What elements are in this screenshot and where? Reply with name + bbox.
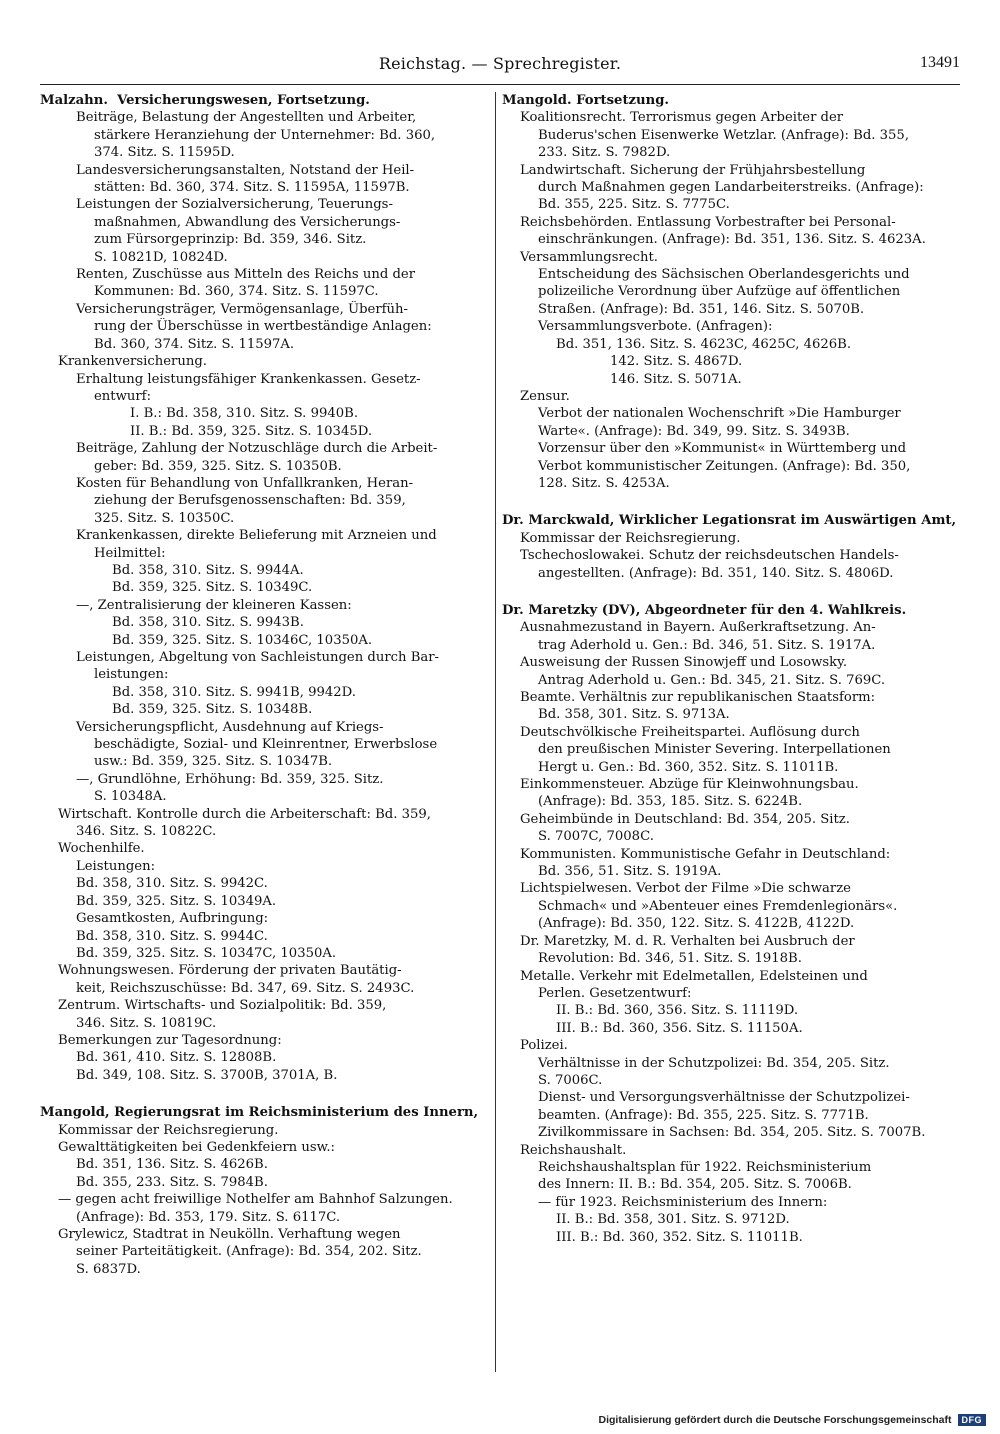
entry-line: Leistungen der Sozialversicherung, Teuerungs-: [76, 197, 393, 213]
entry-line: Beiträge, Zahlung der Notzuschläge durch die Arbeit-: [76, 441, 438, 457]
entry-line: 146. Sitz. S. 5071A.: [610, 371, 742, 387]
entry-line: Bd. 355, 233. Sitz. S. 7984B.: [76, 1174, 268, 1190]
entry-line: Bd. 349, 108. Sitz. S. 3700B, 3701A, B.: [76, 1067, 338, 1083]
entry-line: Wirtschaft. Kontrolle durch die Arbeiterschaft: Bd. 359,: [58, 806, 431, 822]
entry-line: Buderus'schen Eisenwerke Wetzlar. (Anfrage): Bd. 355,: [538, 127, 910, 143]
entry-line: Polizei.: [520, 1038, 568, 1054]
entry-line: Bd. 359, 325. Sitz. S. 10347C, 10350A.: [76, 945, 337, 961]
entry-line: Bd. 358, 310. Sitz. S. 9943B.: [112, 615, 304, 631]
entry-line: 128. Sitz. S. 4253A.: [538, 475, 670, 491]
entry-heading: Malzahn. Versicherungswesen, Fortsetzung.: [40, 93, 370, 108]
entry-line: durch Maßnahmen gegen Landarbeiterstreiks. (Anfrage):: [538, 180, 924, 196]
entry-line: Perlen. Gesetzentwurf:: [538, 985, 692, 1001]
entry-line: Verbot der nationalen Wochenschrift »Die Hamburger: [538, 406, 901, 422]
entry-line: II. B.: Bd. 358, 301. Sitz. S. 9712D.: [556, 1212, 790, 1228]
entry-line: Bd. 358, 310. Sitz. S. 9944C.: [76, 928, 268, 944]
entry-line: Reichsbehörden. Entlassung Vorbestrafter bei Personal-: [520, 214, 896, 230]
footer-text: Digitalisierung gefördert durch die Deutsche Forschungsgemeinschaft: [598, 1414, 952, 1426]
entry-line: Renten, Zuschüsse aus Mitteln des Reichs und der: [76, 267, 416, 283]
entry-line: Kommissar der Reichsregierung.: [58, 1122, 279, 1138]
entry-line: Tschechoslowakei. Schutz der reichsdeutschen Handels-: [520, 548, 899, 564]
entry-line: beamten. (Anfrage): Bd. 355, 225. Sitz. S. 7771B.: [538, 1107, 869, 1123]
entry-line: (Anfrage): Bd. 353, 185. Sitz. S. 6224B.: [538, 794, 803, 810]
entry-line: 142. Sitz. S. 4867D.: [610, 354, 743, 370]
entry-line: Bd. 359, 325. Sitz. S. 10349C.: [112, 580, 313, 596]
entry-line: Erhaltung leistungsfähiger Krankenkassen. Gesetz-: [76, 371, 421, 387]
entry-line: Straßen. (Anfrage): Bd. 351, 146. Sitz. S. 5070B.: [538, 301, 865, 317]
entry-line: Bd. 358, 301. Sitz. S. 9713A.: [538, 707, 730, 723]
entry-heading: Mangold. Fortsetzung.: [502, 93, 670, 108]
footer-credit: [599, 1414, 986, 1426]
entry-line: entwurf:: [94, 388, 152, 404]
entry-line: Einkommensteuer. Abzüge für Kleinwohnungsbau.: [520, 777, 859, 793]
entry-line: Bd. 361, 410. Sitz. S. 12808B.: [76, 1050, 277, 1066]
entry-line: Zensur.: [520, 388, 570, 404]
page-number: 13491: [920, 54, 960, 71]
entry-line: Leistungen, Abgeltung von Sachleistungen durch Bar-: [76, 650, 440, 665]
register-entry: [502, 92, 960, 492]
entry-line: Beamte. Verhältnis zur republikanischen Staatsform:: [520, 690, 876, 705]
entry-line: Hergt u. Gen.: Bd. 360, 352. Sitz. S. 11011B.: [538, 759, 839, 775]
entry-line: den preußischen Minister Severing. Interpellationen: [538, 742, 891, 758]
entry-line: maßnahmen, Abwandlung des Versicherungs-: [94, 214, 401, 230]
entry-line: Landesversicherungsanstalten, Notstand der Heil-: [76, 162, 415, 178]
entry-line: —, Zentralisierung der kleineren Kassen:: [76, 597, 352, 613]
entry-line: Leistungen:: [76, 858, 156, 874]
entry-line: seiner Parteitätigkeit. (Anfrage): Bd. 354, 202. Sitz.: [76, 1244, 422, 1260]
entry-line: Versammlungsverbote. (Anfragen):: [538, 319, 773, 335]
entry-line: Entscheidung des Sächsischen Oberlandesgerichts und: [538, 267, 910, 283]
entry-line: Bd. 358, 310. Sitz. S. 9942C.: [76, 876, 268, 892]
entry-line: Reichshaushalt.: [520, 1142, 627, 1158]
entry-line: 346. Sitz. S. 10819C.: [76, 1015, 217, 1031]
entry-line: — gegen acht freiwillige Nothelfer am Bahnhof Salzungen.: [58, 1192, 453, 1208]
entry-line: 233. Sitz. S. 7982D.: [538, 145, 671, 161]
entry-line: Koalitionsrecht. Terrorismus gegen Arbeiter der: [520, 110, 844, 126]
entry-line: Dienst- und Versorgungsverhältnisse der Schutzpolizei-: [538, 1090, 910, 1106]
entry-line: Deutschvölkische Freiheitspartei. Auflösung durch: [520, 724, 860, 740]
entry-line: S. 10821D, 10824D.: [94, 249, 228, 265]
entry-line: Revolution: Bd. 346, 51. Sitz. S. 1918B.: [538, 951, 802, 967]
entry-line: II. B.: Bd. 359, 325. Sitz. S. 10345D.: [130, 423, 373, 439]
entry-line: Heilmittel:: [94, 545, 166, 561]
entry-line: Warte«. (Anfrage): Bd. 349, 99. Sitz. S. 3493B.: [538, 423, 850, 439]
entry-line: Wochenhilfe.: [58, 841, 145, 857]
entry-line: Kommunisten. Kommunistische Gefahr in Deutschland:: [520, 846, 891, 862]
entry-line: zum Fürsorgeprinzip: Bd. 359, 346. Sitz.: [94, 232, 367, 248]
entry-line: S. 7007C, 7008C.: [538, 829, 654, 845]
entry-line: III. B.: Bd. 360, 352. Sitz. S. 11011B.: [556, 1229, 803, 1245]
entry-line: — für 1923. Reichsministerium des Innern:: [538, 1194, 828, 1210]
entry-line: II. B.: Bd. 360, 356. Sitz. S. 11119D.: [556, 1003, 799, 1019]
entry-line: Ausnahmezustand in Bayern. Außerkraftsetzung. An-: [520, 620, 876, 636]
dfg-logo: DFG: [958, 1414, 987, 1426]
entry-line: rung der Überschüsse in wertbeständige Anlagen:: [94, 319, 432, 335]
entry-line: polizeiliche Verordnung über Aufzüge auf öffentlichen: [538, 284, 901, 300]
entry-line: Versicherungspflicht, Ausdehnung auf Kriegs-: [76, 719, 384, 735]
entry-line: angestellten. (Anfrage): Bd. 351, 140. Sitz. S. 4806D.: [538, 565, 894, 581]
entry-line: (Anfrage): Bd. 353, 179. Sitz. S. 6117C.: [76, 1209, 341, 1225]
left-column: [40, 92, 488, 1372]
entry-line: Bd. 360, 374. Sitz. S. 11597A.: [94, 336, 295, 352]
entry-heading: Dr. Marckwald, Wirklicher Legationsrat im Auswärtigen Amt,: [502, 513, 957, 529]
entry-line: ziehung der Berufsgenossenschaften: Bd. 359,: [94, 493, 406, 509]
entry-line: einschränkungen. (Anfrage): Bd. 351, 136. Sitz. S. 4623A.: [538, 232, 926, 248]
entry-line: Versicherungsträger, Vermögensanlage, Überfüh-: [76, 301, 408, 317]
entry-line: Ausweisung der Russen Sinowjeff und Losowsky.: [520, 655, 848, 671]
entry-line: Vorzensur über den »Kommunist« in Württemberg und: [538, 441, 907, 457]
entry-line: 374. Sitz. S. 11595D.: [94, 145, 235, 161]
entry-line: leistungen:: [94, 667, 169, 683]
entry-line: Wohnungswesen. Förderung der privaten Bautätig-: [58, 963, 402, 979]
running-title: Reichstag. — Sprechregister.: [378, 54, 622, 73]
register-columns: [40, 92, 960, 1372]
entry-line: Landwirtschaft. Sicherung der Frühjahrsbestellung: [520, 162, 866, 178]
entry-line: 346. Sitz. S. 10822C.: [76, 824, 217, 840]
entry-line: (Anfrage): Bd. 350, 122. Sitz. S. 4122B, 4122D.: [538, 916, 855, 932]
entry-line: S. 7006C.: [538, 1072, 603, 1088]
entry-heading: Mangold, Regierungsrat im Reichsministerium des Innern,: [40, 1105, 479, 1121]
entry-line: Bemerkungen zur Tagesordnung:: [58, 1032, 282, 1048]
entry-line: Bd. 359, 325. Sitz. S. 10346C, 10350A.: [112, 632, 373, 648]
entry-line: S. 10348A.: [94, 789, 167, 805]
entry-line: Verhältnisse in der Schutzpolizei: Bd. 354, 205. Sitz.: [538, 1055, 890, 1071]
entry-line: Zentrum. Wirtschafts- und Sozialpolitik: Bd. 359,: [58, 998, 387, 1014]
entry-line: Kosten für Behandlung von Unfallkranken, Heran-: [76, 475, 414, 491]
entry-line: Krankenversicherung.: [58, 354, 207, 370]
entry-line: des Innern: II. B.: Bd. 354, 205. Sitz. S. 7006B.: [538, 1177, 852, 1193]
entry-line: beschädigte, Sozial- und Kleinrentner, Erwerbslose: [94, 737, 438, 753]
entry-line: Bd. 355, 225. Sitz. S. 7775C.: [538, 197, 730, 213]
entry-line: Bd. 356, 51. Sitz. S. 1919A.: [538, 864, 722, 880]
entry-line: 325. Sitz. S. 10350C.: [94, 510, 235, 526]
entry-heading: Dr. Maretzky (DV), Abgeordneter für den 4. Wahlkreis.: [502, 602, 907, 618]
entry-line: Metalle. Verkehr mit Edelmetallen, Edelsteinen und: [520, 968, 868, 984]
entry-line: Grylewicz, Stadtrat in Neukölln. Verhaftung wegen: [58, 1227, 401, 1242]
entry-line: Bd. 359, 325. Sitz. S. 10349A.: [76, 893, 277, 909]
entry-line: Kommunen: Bd. 360, 374. Sitz. S. 11597C.: [94, 284, 379, 300]
entry-line: Beiträge, Belastung der Angestellten und Arbeiter,: [76, 110, 417, 126]
page-header: [40, 50, 960, 85]
entry-line: stärkere Heranziehung der Unternehmer: Bd. 360,: [94, 127, 436, 143]
entry-line: Geheimbünde in Deutschland: Bd. 354, 205. Sitz.: [520, 811, 850, 827]
entry-line: S. 6837D.: [76, 1261, 141, 1277]
entry-line: Bd. 351, 136. Sitz. S. 4623C, 4625C, 4626B.: [556, 336, 852, 352]
entry-line: geber: Bd. 359, 325. Sitz. S. 10350B.: [94, 458, 342, 474]
entry-line: Krankenkassen, direkte Belieferung mit Arzneien und: [76, 528, 437, 544]
entry-line: Gesamtkosten, Aufbringung:: [76, 911, 269, 927]
entry-line: Zivilkommissare in Sachsen: Bd. 354, 205. Sitz. S. 7007B.: [538, 1125, 926, 1141]
entry-line: keit, Reichszuschüsse: Bd. 347, 69. Sitz. S. 2493C.: [76, 980, 415, 996]
entry-line: Reichshaushaltsplan für 1922. Reichsministerium: [538, 1159, 872, 1175]
entry-line: usw.: Bd. 359, 325. Sitz. S. 10347B.: [94, 754, 333, 770]
entry-line: I. B.: Bd. 358, 310. Sitz. S. 9940B.: [130, 406, 359, 422]
register-entry: [40, 1104, 488, 1278]
entry-line: Gewalttätigkeiten bei Gedenkfeiern usw.:: [58, 1139, 335, 1155]
entry-line: Kommissar der Reichsregierung.: [520, 530, 741, 546]
entry-line: Schmach« und »Abenteuer eines Fremdenlegionärs«.: [538, 898, 898, 914]
entry-line: Verbot kommunistischer Zeitungen. (Anfrage): Bd. 350,: [538, 458, 911, 474]
register-entry: [40, 92, 488, 1084]
right-column: [502, 92, 960, 1372]
entry-line: —, Grundlöhne, Erhöhung: Bd. 359, 325. Sitz.: [76, 771, 384, 787]
column-divider: [495, 92, 496, 1372]
entry-line: stätten: Bd. 360, 374. Sitz. S. 11595A, 11597B.: [94, 180, 410, 196]
entry-line: Versammlungsrecht.: [520, 249, 658, 265]
entry-line: Lichtspielwesen. Verbot der Filme »Die schwarze: [520, 881, 851, 897]
entry-line: Dr. Maretzky, M. d. R. Verhalten bei Ausbruch der: [520, 933, 855, 949]
entry-line: Bd. 359, 325. Sitz. S. 10348B.: [112, 702, 313, 718]
entry-line: Bd. 358, 310. Sitz. S. 9944A.: [112, 562, 304, 578]
register-entry: [502, 512, 960, 582]
entry-line: Bd. 358, 310. Sitz. S. 9941B, 9942D.: [112, 684, 356, 700]
entry-line: Antrag Aderhold u. Gen.: Bd. 345, 21. Sitz. S. 769C.: [538, 672, 886, 688]
register-entry: [502, 602, 960, 1246]
entry-line: trag Aderhold u. Gen.: Bd. 346, 51. Sitz. S. 1917A.: [538, 637, 876, 653]
entry-line: III. B.: Bd. 360, 356. Sitz. S. 11150A.: [556, 1020, 803, 1036]
entry-line: Bd. 351, 136. Sitz. S. 4626B.: [76, 1157, 268, 1173]
